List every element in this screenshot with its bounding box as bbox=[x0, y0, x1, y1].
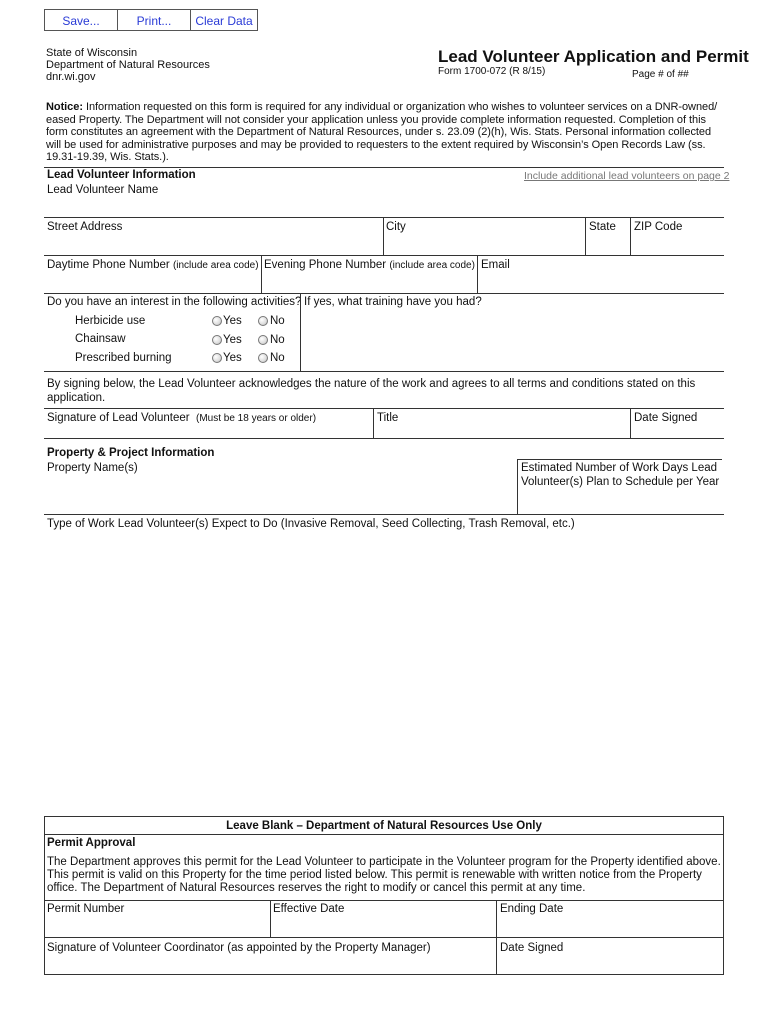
chainsaw-yes-label: Yes bbox=[223, 334, 242, 346]
evening-phone-input[interactable] bbox=[263, 273, 475, 291]
lead-section-title: Lead Volunteer Information bbox=[47, 169, 196, 181]
permit-approval-title: Permit Approval bbox=[47, 837, 136, 849]
additional-volunteers-link[interactable]: Include additional lead volunteers on page 2 bbox=[524, 170, 730, 182]
print-button[interactable]: Print... bbox=[117, 9, 191, 31]
permit-approval-text: The Department approves this permit for the Lead Volunteer to participate in the Volunteer program for the Property identified above. This permit is valid on this Property for the time period listed below. This permit is renewable with written notice from the Property office. The Department of Natural Resources reserves the right to modify or cancel this permit at any time. bbox=[47, 856, 721, 894]
evening-phone-label bbox=[264, 259, 475, 271]
property-section-title: Property & Project Information bbox=[47, 447, 215, 459]
herbicide-no-radio[interactable] bbox=[258, 316, 268, 326]
notice-label: Notice: bbox=[46, 101, 83, 113]
agency-department: Department of Natural Resources bbox=[46, 59, 210, 71]
city-input[interactable] bbox=[385, 235, 583, 253]
burning-no-radio[interactable] bbox=[258, 353, 268, 363]
signature-text: Signature of Lead Volunteer bbox=[47, 412, 190, 424]
coordinator-date-label: Date Signed bbox=[500, 942, 564, 954]
form-title: Lead Volunteer Application and Permit bbox=[438, 47, 749, 66]
day-phone-text: Daytime Phone Number bbox=[47, 259, 170, 271]
ending-date-input[interactable] bbox=[498, 917, 722, 935]
state-input[interactable] bbox=[587, 235, 628, 253]
work-days-input[interactable] bbox=[519, 492, 722, 512]
work-days-line2: Volunteer(s) Plan to Schedule per Year bbox=[521, 475, 720, 488]
evening-phone-hint: (include area code) bbox=[389, 260, 475, 271]
page-number: Page # of ## bbox=[632, 69, 689, 80]
lead-name-label: Lead Volunteer Name bbox=[47, 184, 159, 196]
day-phone-input[interactable] bbox=[46, 273, 259, 291]
interest-question: Do you have an interest in the following activities? bbox=[47, 296, 302, 308]
burning-yes-label: Yes bbox=[223, 352, 242, 364]
dnr-header: Leave Blank – Department of Natural Resources Use Only bbox=[226, 820, 542, 832]
agency-block bbox=[46, 47, 210, 83]
coordinator-date-input[interactable] bbox=[498, 955, 722, 973]
ending-date-label: Ending Date bbox=[500, 903, 564, 915]
signature-hint: (Must be 18 years or older) bbox=[195, 413, 317, 424]
lead-name-input[interactable] bbox=[46, 199, 722, 216]
training-question: If yes, what training have you had? bbox=[304, 296, 482, 308]
work-type-label: Type of Work Lead Volunteer(s) Expect to Do (Invasive Removal, Seed Collecting, Trash Removal, etc.) bbox=[47, 518, 575, 530]
email-label: Email bbox=[481, 259, 510, 271]
chainsaw-no-label: No bbox=[270, 334, 285, 346]
signature-label bbox=[47, 412, 316, 424]
herbicide-yes-label: Yes bbox=[223, 315, 242, 327]
activity-burning-label: Prescribed burning bbox=[75, 352, 172, 364]
permit-number-label: Permit Number bbox=[47, 903, 125, 915]
work-days-label bbox=[521, 462, 719, 489]
form-number: Form 1700-072 (R 8/15) bbox=[438, 66, 546, 77]
property-names-label: Property Name(s) bbox=[47, 462, 138, 474]
chainsaw-no-radio[interactable] bbox=[258, 335, 268, 345]
property-names-input[interactable] bbox=[46, 477, 516, 512]
work-days-line1: Estimated Number of Work Days Lead bbox=[521, 462, 718, 474]
email-input[interactable] bbox=[479, 273, 722, 291]
burning-yes-radio[interactable] bbox=[212, 353, 222, 363]
day-phone-hint: (include area code) bbox=[172, 260, 259, 271]
street-label: Street Address bbox=[47, 221, 123, 233]
work-type-input[interactable] bbox=[46, 534, 722, 804]
notice-paragraph bbox=[46, 101, 726, 164]
coordinator-signature-label: Signature of Volunteer Coordinator (as appointed by the Property Manager) bbox=[47, 942, 431, 954]
date-signed-label: Date Signed bbox=[634, 412, 698, 424]
agency-website: dnr.wi.gov bbox=[46, 71, 96, 83]
title-input[interactable] bbox=[375, 424, 628, 438]
zip-label: ZIP Code bbox=[634, 221, 683, 233]
clear-data-button[interactable]: Clear Data bbox=[190, 9, 258, 31]
herbicide-yes-radio[interactable] bbox=[212, 316, 222, 326]
agency-state: State of Wisconsin bbox=[46, 47, 138, 59]
activity-herbicide-label: Herbicide use bbox=[75, 315, 146, 327]
state-label: State bbox=[589, 221, 616, 233]
notice-text: Information requested on this form is required for any individual or organization who wishes to volunteer services on a DNR-owned/ eased Property. The Department will not consider your application unless you provide complete information requested. Completion of this form constitutes an agreement with the Department of Natural Resources, under s. 23.09 (2)(h), Wis. Stats. Personal information collected will be used for administrative purposes and may be provided to requesters to the extent required by Wisconsin’s Open Records Law (ss. 19.31-19.39, Wis. Stats.). bbox=[46, 101, 718, 163]
evening-phone-text: Evening Phone Number bbox=[264, 259, 387, 271]
permit-number-input[interactable] bbox=[46, 917, 268, 935]
herbicide-no-label: No bbox=[270, 315, 285, 327]
zip-input[interactable] bbox=[632, 235, 722, 253]
burning-no-label: No bbox=[270, 352, 285, 364]
effective-date-label: Effective Date bbox=[273, 903, 345, 915]
activity-chainsaw-label: Chainsaw bbox=[75, 333, 126, 345]
training-input[interactable] bbox=[302, 311, 722, 369]
title-label: Title bbox=[377, 412, 399, 424]
save-button[interactable]: Save... bbox=[44, 9, 118, 31]
chainsaw-yes-radio[interactable] bbox=[212, 335, 222, 345]
acknowledgement-text: By signing below, the Lead Volunteer acknowledges the nature of the work and agrees to all terms and conditions stated on this application. bbox=[47, 378, 696, 404]
street-input[interactable] bbox=[46, 235, 381, 253]
date-signed-input[interactable] bbox=[632, 424, 722, 438]
effective-date-input[interactable] bbox=[272, 917, 494, 935]
city-label: City bbox=[386, 221, 406, 233]
day-phone-label bbox=[47, 259, 259, 271]
